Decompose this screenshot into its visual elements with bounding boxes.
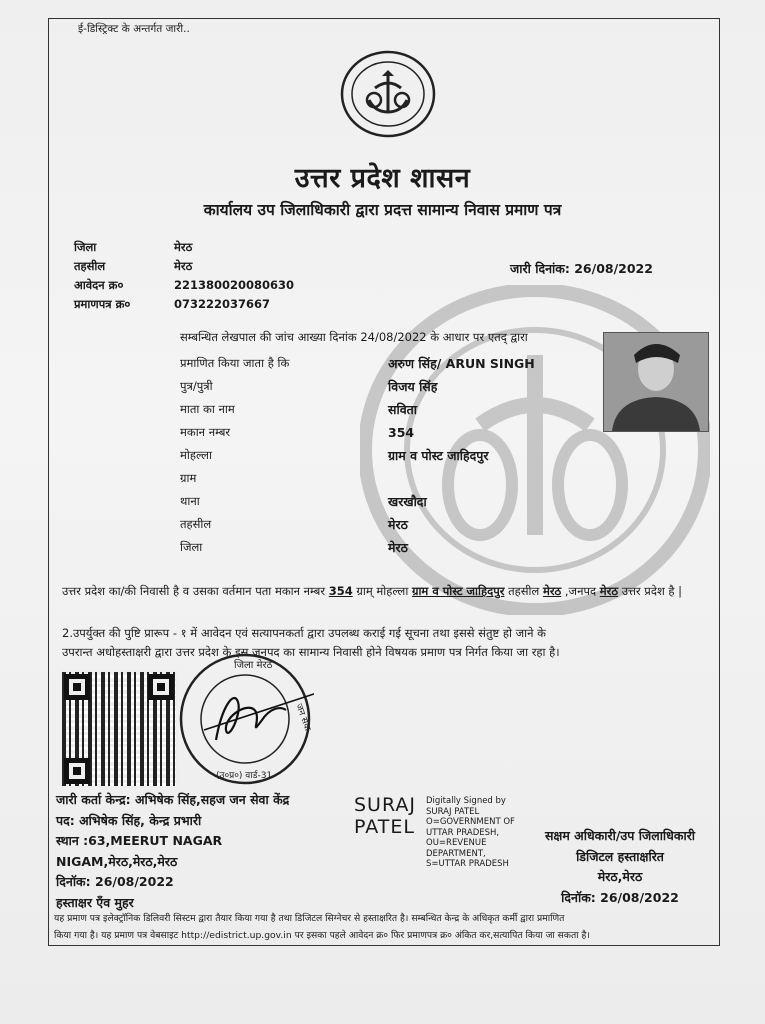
issuer-date: दिनॉक: 26/08/2022	[56, 874, 174, 889]
residence-paragraph	[62, 582, 712, 601]
issue-date	[510, 260, 653, 277]
digital-signer-name	[354, 794, 416, 838]
para-text: उत्तर प्रदेश का/की निवासी है व उसका वर्तमान पता मकान नम्बर	[62, 584, 326, 598]
para-tehsil: मेरठ	[542, 584, 562, 598]
issue-date-label: जारी दिनांक:	[510, 261, 570, 276]
info-value-certificate-no: 073222037667	[174, 297, 271, 311]
detail-value-mother: सविता	[388, 402, 418, 417]
detail-label-certified: प्रमाणित किया जाता है कि	[180, 356, 290, 370]
office-seal-stamp	[176, 650, 314, 788]
authority-date: दिनॉक: 26/08/2022	[561, 889, 679, 905]
sig-meta-line: UTTAR PRADESH,	[426, 827, 500, 838]
qr-code	[60, 670, 178, 788]
info-value-tehsil: मेरठ	[174, 259, 193, 273]
detail-label-mohalla: मोहल्ला	[180, 448, 212, 462]
applicant-photo	[603, 332, 709, 432]
detail-value-mohalla: ग्राम व पोस्ट जाहिदपुर	[388, 448, 489, 463]
page-subtitle: कार्यालय उप जिलाधिकारी द्वारा प्रदत्त सामान्य निवास प्रमाण पत्र	[203, 201, 562, 219]
issuer-place-2: NIGAM,मेरठ,मेरठ,मेरठ	[56, 853, 178, 869]
para-janpad: मेरठ	[599, 584, 619, 598]
footer-note	[54, 910, 722, 944]
issuer-sign-seal: हस्ताक्षर एँव मुहर	[56, 894, 134, 910]
issuer-block	[56, 790, 289, 913]
info-label-application-no: आवेदन क्र०	[74, 278, 124, 292]
detail-value-thana: खरखौदा	[388, 494, 427, 509]
info-values	[174, 238, 294, 314]
sig-meta-line: Digitally Signed by	[426, 796, 506, 806]
detail-label-son-daughter: पुत्र/पुत्री	[180, 379, 213, 393]
authority-block	[520, 826, 720, 908]
para-mohalla: ग्राम व पोस्ट जाहिदपुर	[411, 584, 505, 598]
detail-labels	[180, 352, 289, 559]
para-text: ग्राम् मोहल्ला	[356, 584, 409, 598]
up-government-emblem	[339, 48, 437, 138]
authority-title: सक्षम अधिकारी/उप जिलाधिकारी	[544, 828, 696, 843]
issuer-center: जारी कर्ता केन्द्र: अभिषेक सिंह,सहज जन सेवा केंद्र	[56, 792, 290, 807]
issuer-place: स्थान :63,MEERUT NAGAR	[56, 833, 223, 848]
footer-line-2: किया गया है। यह प्रमाण पत्र वेबसाइट http://edistrict.up.gov.in पर इसका पहले आवेदन क्र० फिर प्रमाणपत्र क्र० अंकित कर,सत्यापित किया जा सकता है।	[54, 930, 590, 941]
signer-last-name: PATEL	[354, 816, 415, 838]
para-house-no: 354	[328, 584, 353, 598]
footer-line-1: यह प्रमाण पत्र इलेक्ट्रॉनिक डिलिवरी सिस्टम द्वारा तैयार किया गया है तथा डिजिटल सिग्नेचर से हस्ताक्षरित है। सम्बन्धित केन्द्र के अधिकृत कर्मी द्वारा प्रमाणित	[54, 913, 565, 924]
detail-label-house-no: मकान नम्बर	[180, 425, 231, 439]
info-labels	[74, 238, 130, 314]
detail-label-mother: माता का नाम	[180, 402, 235, 416]
signer-first-name: SURAJ	[354, 794, 416, 816]
confirmation-paragraph	[62, 624, 722, 662]
authority-place: मेरठ,मेरठ	[597, 869, 643, 884]
info-label-certificate-no: प्रमाणपत्र क्र०	[74, 297, 131, 311]
header-note: ई-डिस्ट्रिक्ट के अन्तर्गत जारी..	[78, 23, 190, 35]
sig-meta-line: S=UTTAR PRADESH	[426, 859, 509, 869]
qr-finder-mark	[64, 674, 90, 700]
stamp-bottom-text: (उ०प्र०) वार्ड-31	[216, 771, 273, 781]
detail-label-thana: थाना	[180, 494, 200, 508]
issue-date-value: 26/08/2022	[574, 261, 653, 276]
sig-meta-line: DEPARTMENT,	[426, 848, 486, 859]
info-value-application-no: 221380020080630	[174, 278, 295, 292]
para-text: ,जनपद	[564, 584, 597, 598]
detail-values	[388, 352, 535, 559]
stamp-ring-text: जिला मेरठ	[234, 660, 273, 671]
sig-meta-line: O=GOVERNMENT OF	[426, 817, 515, 827]
info-label-tehsil: तहसील	[74, 259, 106, 273]
sig-meta-line: SURAJ PATEL	[426, 806, 480, 817]
detail-label-tehsil: तहसील	[180, 517, 212, 531]
para-text: तहसील	[508, 584, 540, 598]
detail-value-village	[388, 467, 535, 490]
authority-digital: डिजिटल हस्ताक्षरित	[576, 848, 664, 864]
intro-line: सम्बन्धित लेखपाल की जांच आख्या दिनांक 24/08/2022 के आधार पर एतद् द्वारा	[180, 330, 528, 344]
detail-label-village: ग्राम	[180, 471, 197, 485]
detail-value-tehsil: मेरठ	[388, 517, 408, 532]
info-value-district: मेरठ	[174, 240, 193, 254]
detail-value-district: मेरठ	[388, 540, 408, 555]
digital-signature-details	[426, 796, 515, 870]
page-title: उत्तर प्रदेश शासन	[294, 163, 471, 194]
para-text: उत्तर प्रदेश है |	[621, 584, 683, 598]
qr-finder-mark	[64, 758, 90, 784]
detail-value-house-no: 354	[388, 425, 415, 440]
detail-value-father: विजय सिंह	[388, 379, 438, 394]
confirmation-line-1: 2.उपर्युक्त की पुष्टि प्रारूप - १ में आवेदन एवं सत्यापनकर्ता द्वारा उपलब्ध कराई गई सूचना तथा इससे संतुष्ट हो जाने के	[62, 626, 547, 640]
qr-finder-mark	[148, 674, 174, 700]
detail-label-district: जिला	[180, 540, 203, 554]
person-silhouette-icon	[604, 333, 708, 431]
confirmation-line-2: उपरान्त अधोहस्ताक्षरी द्वारा उत्तर प्रदेश के इस जनपद का सामान्य निवासी होने विषयक प्रमाण पत्र निर्गत किया जा रहा है।	[62, 645, 560, 659]
issuer-post: पद: अभिषेक सिंह, केन्द्र प्रभारी	[56, 812, 202, 828]
stamp-side-text: जन सेवा	[293, 702, 313, 733]
sig-meta-line: OU=REVENUE	[426, 838, 487, 848]
info-label-district: जिला	[74, 240, 97, 254]
detail-value-name: अरुण सिंह/ ARUN SINGH	[388, 356, 535, 371]
